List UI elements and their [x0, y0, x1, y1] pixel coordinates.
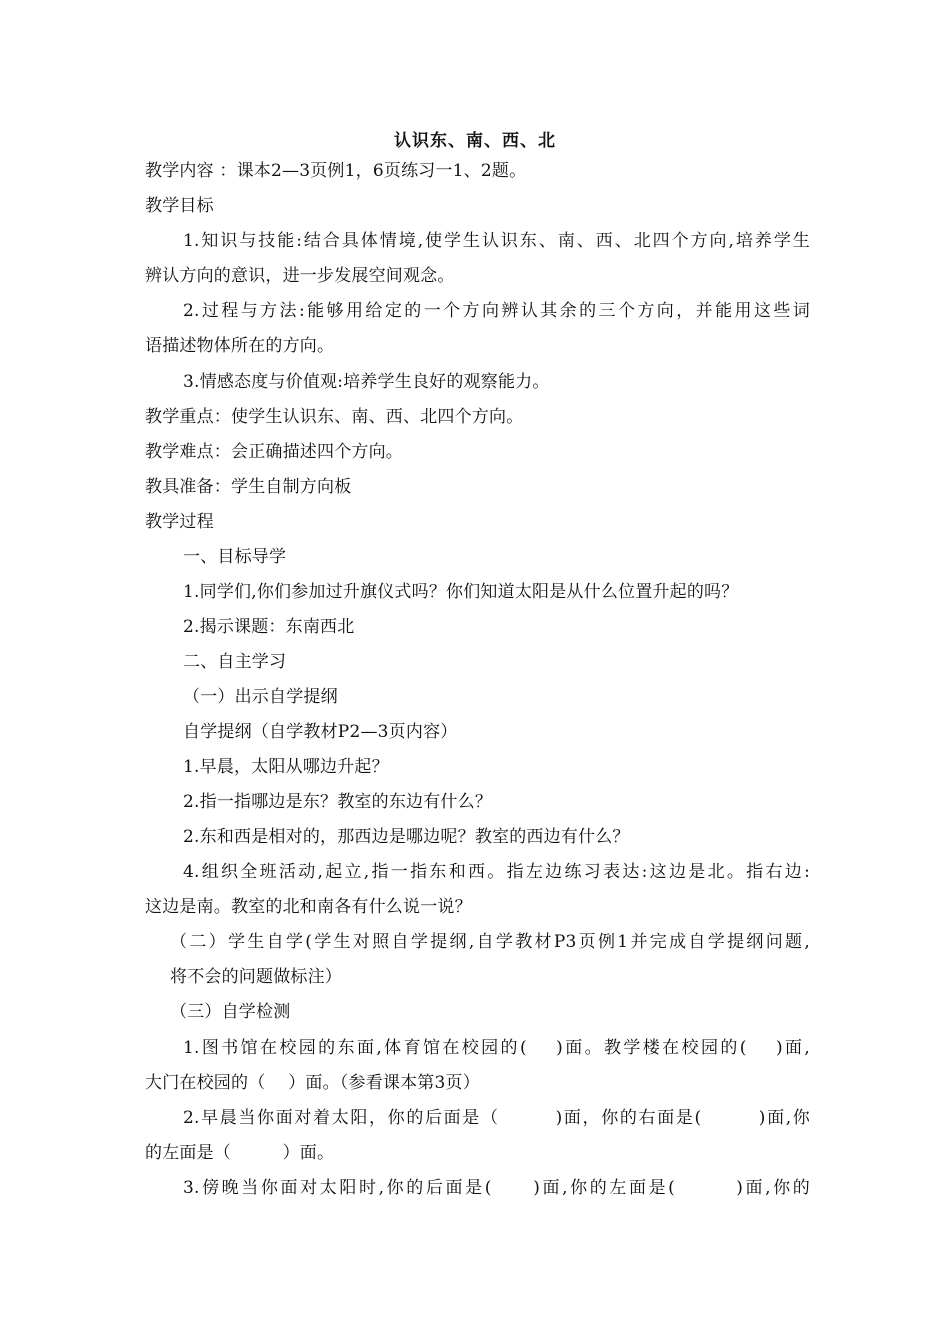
outline-item-1: 1.早晨，太阳从哪边升起？ — [183, 757, 389, 777]
objectives-heading: 教学目标 — [145, 196, 214, 216]
process-heading: 教学过程 — [145, 512, 214, 532]
subsection-3-heading: （三）自学检测 — [170, 1002, 291, 1022]
outline-item-3: 2.东和西是相对的，那西边是哪边呢？教室的西边有什么？ — [183, 827, 630, 847]
section-1-item-2: 2.揭示课题：东南西北 — [183, 617, 355, 637]
page-title: 认识东、南、西、北 — [394, 131, 556, 151]
outline-item-4-line-1: 4.组织全班活动,起立,指一指东和西。指左边练习表达:这边是北。指右边: — [183, 862, 810, 882]
question-2-line-1: 2.早晨当你面对着太阳，你的后面是（ )面，你的右面是( )面,你 — [183, 1108, 810, 1128]
objective-3: 3.情感态度与价值观:培养学生良好的观察能力。 — [183, 372, 550, 392]
subsection-2-line-2: 将不会的问题做标注） — [170, 967, 342, 987]
question-2-line-2: 的左面是（ ）面。 — [145, 1143, 335, 1163]
objective-1-line-2: 辨认方向的意识，进一步发展空间观念。 — [145, 266, 455, 286]
question-3-line-1: 3.傍晚当你面对太阳时,你的后面是( )面,你的左面是( )面,你的 — [183, 1178, 810, 1198]
objective-1-line-1: 1.知识与技能:结合具体情境,使学生认识东、南、西、北四个方向,培养学生 — [183, 231, 810, 251]
materials: 教具准备：学生自制方向板 — [145, 477, 352, 497]
section-1-item-1: 1.同学们,你们参加过升旗仪式吗？你们知道太阳是从什么位置升起的吗？ — [183, 582, 739, 602]
objective-2-line-2: 语描述物体所在的方向。 — [145, 336, 335, 356]
subsection-1-heading: （一）出示自学提纲 — [183, 687, 338, 707]
section-2-heading: 二、自主学习 — [183, 652, 287, 672]
question-1-line-1: 1.图书馆在校园的东面,体育馆在校园的( )面。教学楼在校园的( )面, — [183, 1038, 810, 1058]
outline-item-2: 2.指一指哪边是东？教室的东边有什么？ — [183, 792, 493, 812]
question-1-line-2: 大门在校园的（ ）面。（参看课本第3页） — [145, 1073, 480, 1093]
key-point: 教学重点：使学生认识东、南、西、北四个方向。 — [145, 407, 524, 427]
teaching-content: 教学内容 ：课本2—3页例1，6页练习一1、2题。 — [145, 161, 527, 181]
difficulty: 教学难点：会正确描述四个方向。 — [145, 442, 403, 462]
outline-heading: 自学提纲（自学教材P2—3页内容） — [183, 722, 458, 742]
subsection-2-line-1: （二）学生自学(学生对照自学提纲,自学教材P3页例1并完成自学提纲问题, — [170, 932, 810, 952]
objective-2-line-1: 2.过程与方法:能够用给定的一个方向辨认其余的三个方向，并能用这些词 — [183, 301, 810, 321]
outline-item-4-line-2: 这边是南。教室的北和南各有什么说一说？ — [145, 897, 472, 917]
section-1-heading: 一、目标导学 — [183, 547, 287, 567]
